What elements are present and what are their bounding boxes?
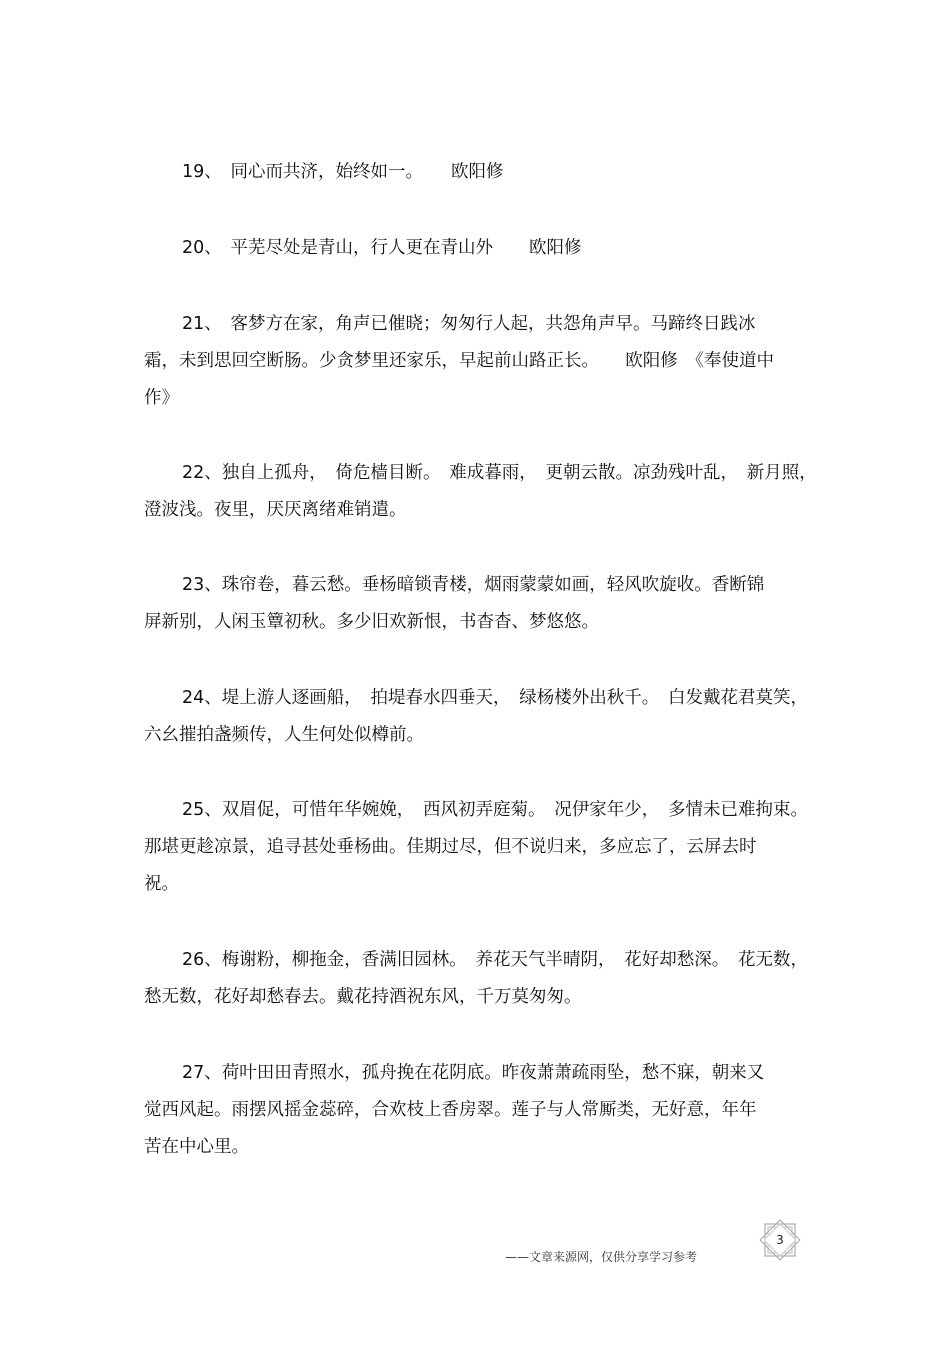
quote-line: 22、独自上孤舟， 倚危樯目断。 难成暮雨， 更朝云散。凉劲残叶乱， 新月照，	[182, 463, 817, 483]
quote-line: 23、珠帘卷，暮云愁。垂杨暗锁青楼，烟雨蒙蒙如画，轻风吹旋收。香断锦	[182, 575, 765, 595]
quote-author: 欧阳修	[529, 238, 582, 258]
quote-line: 24、堤上游人逐画船， 拍堤春水四垂天， 绿杨楼外出秋千。 白发戴花君莫笑，	[182, 688, 809, 708]
footer-source-note: ——文章来源网，仅供分享学习参考	[505, 1250, 698, 1264]
quote-line: 那堪更趁凉景，追寻甚处垂杨曲。佳期过尽，但不说归来，多应忘了，云屏去时	[144, 837, 757, 857]
page-number-badge	[756, 1219, 804, 1261]
quote-text: 20、 平芜尽处是青山，行人更在青山外	[182, 238, 494, 258]
quote-line: 作》	[144, 388, 179, 408]
quote-text: 19、 同心而共济，始终如一。	[182, 162, 424, 182]
quote-line: 祝。	[144, 874, 179, 894]
quote-line: 21、 客梦方在家，角声已催晓；匆匆行人起，共怨角声早。马蹄终日践冰	[182, 314, 756, 334]
quote-line: 27、荷叶田田青照水，孤舟挽在花阴底。昨夜萧萧疏雨坠，愁不寐，朝来又	[182, 1063, 765, 1083]
page-number: 3	[776, 1233, 784, 1247]
quote-line: 苦在中心里。	[144, 1137, 249, 1157]
quote-line: 霜，未到思回空断肠。少贪梦里还家乐，早起前山路正长。 欧阳修 《奉使道中	[144, 351, 774, 371]
quote-line: 25、双眉促，可惜年华婉娩， 西风初弄庭菊。 况伊家年少， 多情未已难拘束。	[182, 800, 809, 820]
quote-line: 澄波浅。夜里，厌厌离绪难销遣。	[144, 500, 407, 520]
quote-line: 屏新别，人闲玉簟初秋。多少旧欢新恨，书杳杳、梦悠悠。	[144, 612, 599, 632]
quote-line: 26、梅谢粉，柳拖金，香满旧园林。 养花天气半晴阴， 花好却愁深。 花无数，	[182, 950, 809, 970]
quote-line: 六幺摧拍盏频传，人生何处似樽前。	[144, 725, 424, 745]
quote-line: 愁无数，花好却愁春去。戴花持酒祝东风，千万莫匆匆。	[144, 987, 582, 1007]
quote-author: 欧阳修	[451, 162, 504, 182]
quote-line: 觉西风起。雨摆风摇金蕊碎，合欢枝上香房翠。莲子与人常厮类，无好意，年年	[144, 1100, 757, 1120]
